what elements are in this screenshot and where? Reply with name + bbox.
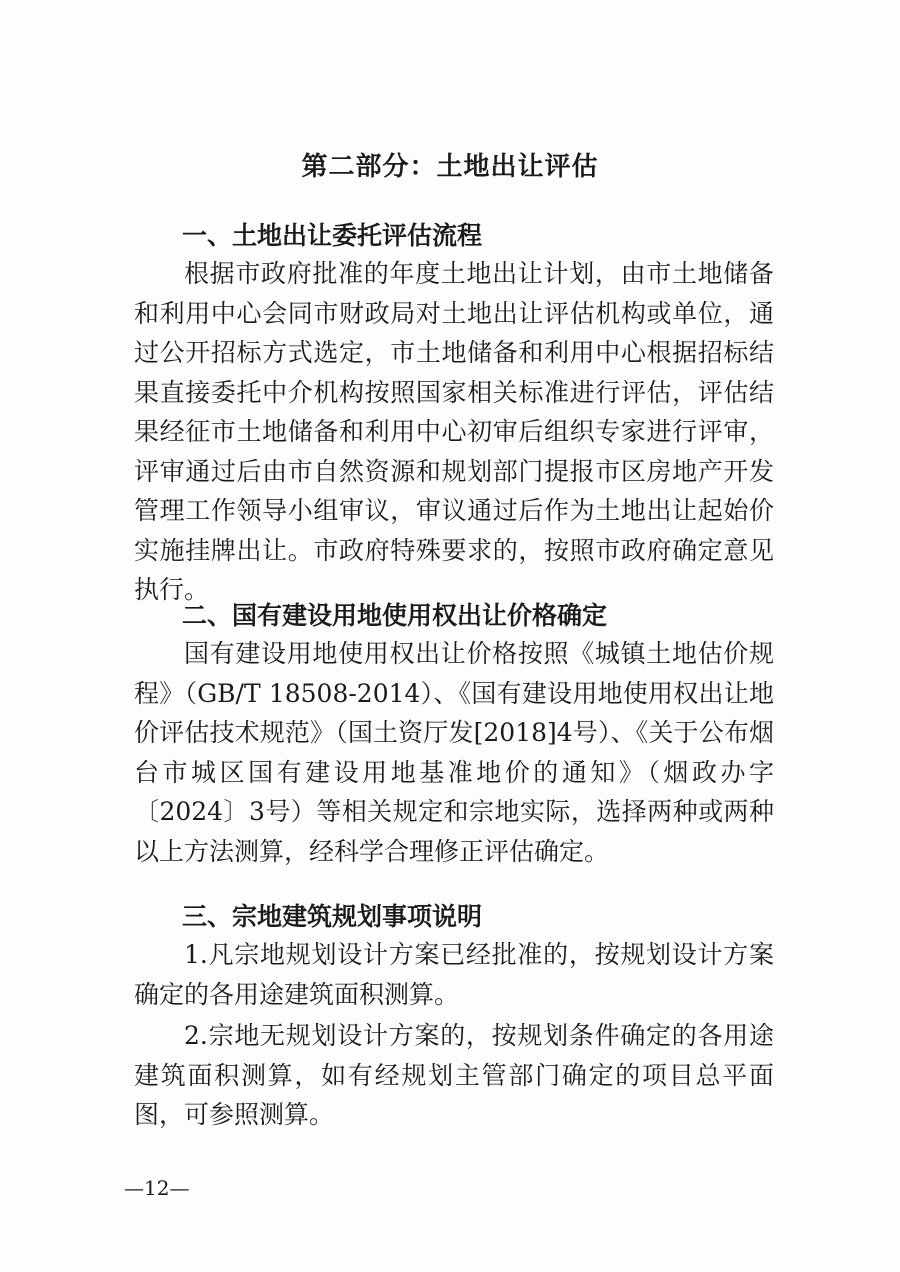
section-heading-1: 一、土地出让委托评估流程 [182, 221, 483, 250]
page-number: —12— [124, 1176, 190, 1200]
page-title: 第二部分：土地出让评估 [301, 152, 599, 182]
section-heading-2: 二、国有建设用地使用权出让价格确定 [182, 601, 608, 630]
section-3-item-2: 2.宗地无规划设计方案的，按规划条件确定的各用途建筑面积测算，如有经规划主管部门确定的项目总平面图，可参照测算。 [134, 1021, 774, 1129]
section-1-paragraph: 根据市政府批准的年度土地出让计划，由市土地储备和利用中心会同市财政局对土地出让评估机构或单位，通过公开招标方式选定，市土地储备和利用中心根据招标结果直接委托中介机构按照国家相关标准进行评估，评估结果经征市土地储备和利用中心初审后组织专家进行评审，评审通过后由市自然资源和规划部门提报市区房地产开发管理工作领导小组审议，审议通过后作为土地出让起始价实施挂牌出让。市政府特殊要求的，按照市政府确定意见执行。 [134, 259, 774, 604]
section-2-paragraph: 国有建设用地使用权出让价格按照《城镇土地估价规程》（GB/T 18508-2014）、《国有建设用地使用权出让地价评估技术规范》（国土资厅发[2018]4号）、《关于公布烟台市城区国有建设用地基准地价的通知》（烟政办字〔2024〕3号）等相关规定和宗地实际，选择两种或两种以上方法测算，经科学合理修正评估确定。 [134, 639, 774, 866]
section-3-item-1: 1.凡宗地规划设计方案已经批准的，按规划设计方案确定的各用途建筑面积测算。 [134, 940, 774, 1009]
section-heading-3: 三、宗地建筑规划事项说明 [182, 902, 483, 931]
